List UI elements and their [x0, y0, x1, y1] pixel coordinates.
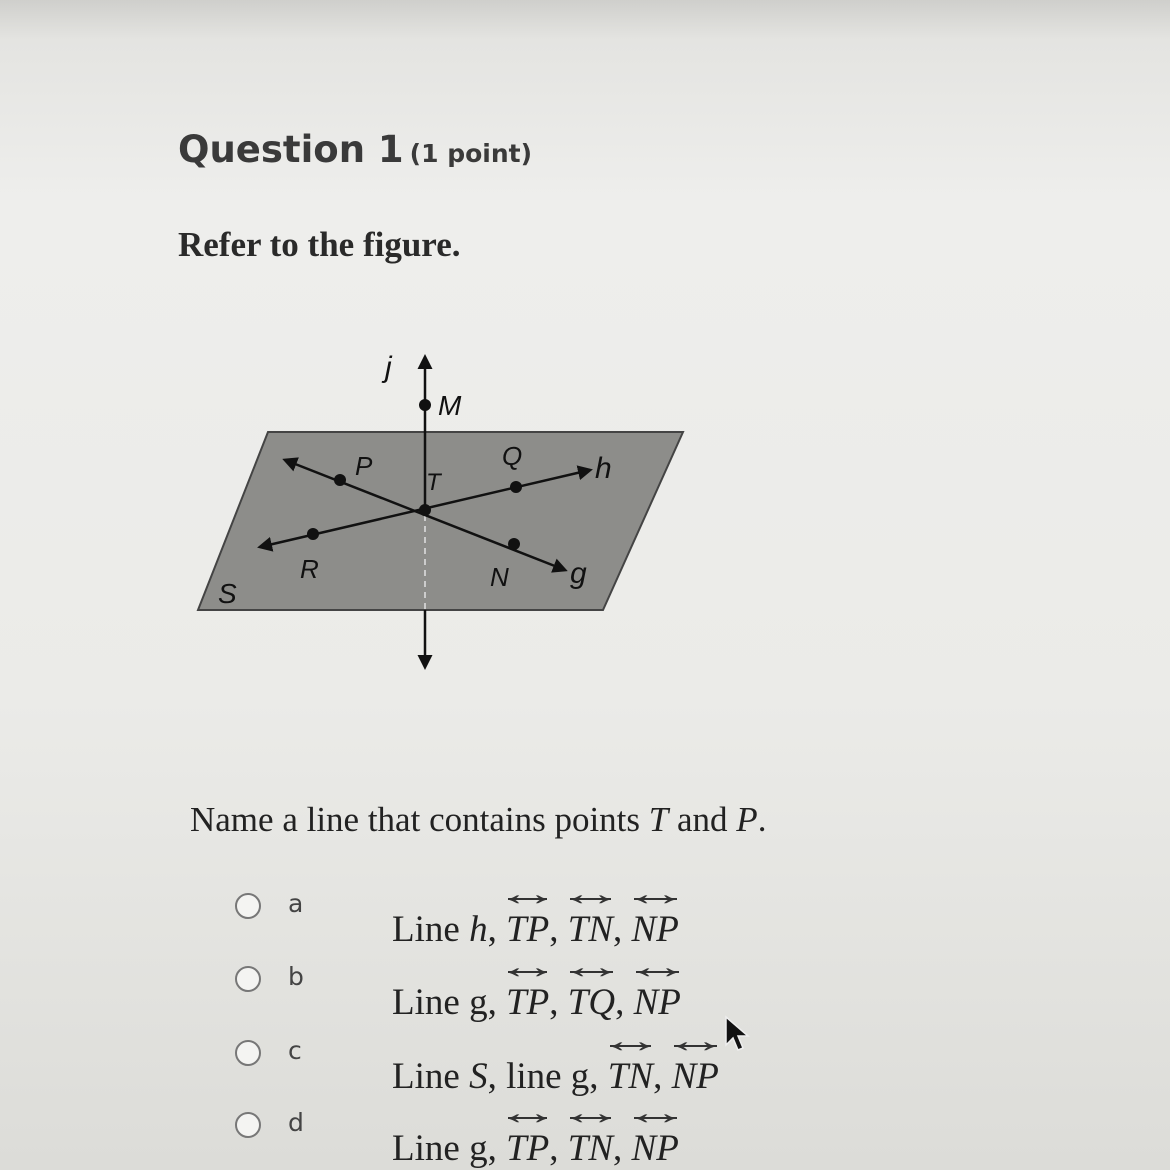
line-notation: NP ↔ [634, 981, 681, 1024]
line-notation: TN ↔ [568, 1127, 613, 1170]
question-number: Question 1 [178, 128, 404, 171]
line-notation: TN ↔ [608, 1055, 653, 1098]
point-p [334, 474, 346, 486]
label-s: S [218, 578, 237, 609]
point-t [419, 504, 431, 516]
radio-option-a[interactable] [235, 893, 261, 919]
question-prompt: Name a line that contains points T and P. [190, 800, 767, 839]
line-notation: TP ↔ [506, 981, 549, 1024]
label-r: R [300, 554, 319, 584]
option-text: Line h, TP ↔, TN ↔, NP ↔ [392, 908, 679, 951]
option-text: Line g, TP ↔, TQ ↔, NP ↔ [392, 981, 681, 1024]
question-instruction: Refer to the figure. [178, 225, 461, 264]
line-notation: NP ↔ [632, 908, 679, 951]
line-notation: TP ↔ [506, 1127, 549, 1170]
option-d[interactable] [230, 1104, 930, 1169]
geometry-figure [180, 335, 720, 680]
option-text: Line S, line g, TN ↔, NP ↔ [392, 1055, 719, 1098]
label-h: h [595, 452, 612, 485]
line-notation: NP ↔ [672, 1055, 719, 1098]
option-letter: a [288, 889, 304, 918]
line-notation: TP ↔ [506, 908, 549, 951]
label-t: T [426, 469, 441, 496]
line-notation: TQ ↔ [568, 981, 615, 1024]
point-r [307, 528, 319, 540]
line-notation: NP ↔ [632, 1127, 679, 1170]
option-letter: b [288, 962, 304, 991]
label-j: j [385, 351, 392, 384]
label-n: N [490, 562, 509, 592]
radio-option-b[interactable] [235, 966, 261, 992]
point-m [419, 399, 431, 411]
option-letter: c [288, 1036, 302, 1065]
option-text: Line g, TP ↔, TN ↔, NP ↔ [392, 1127, 679, 1170]
mouse-cursor-icon [722, 1015, 752, 1055]
option-b[interactable] [230, 958, 930, 1023]
label-p: P [355, 451, 373, 481]
option-letter: d [288, 1108, 304, 1137]
question-title [178, 128, 532, 171]
radio-option-c[interactable] [235, 1040, 261, 1066]
radio-option-d[interactable] [235, 1112, 261, 1138]
label-q: Q [502, 441, 523, 471]
label-g: g [570, 557, 587, 590]
point-q [510, 481, 522, 493]
label-m: M [438, 390, 462, 421]
line-notation: TN ↔ [568, 908, 613, 951]
option-a[interactable] [230, 885, 930, 950]
option-c[interactable] [230, 1032, 930, 1097]
point-n [508, 538, 520, 550]
question-points: (1 point) [409, 139, 533, 168]
